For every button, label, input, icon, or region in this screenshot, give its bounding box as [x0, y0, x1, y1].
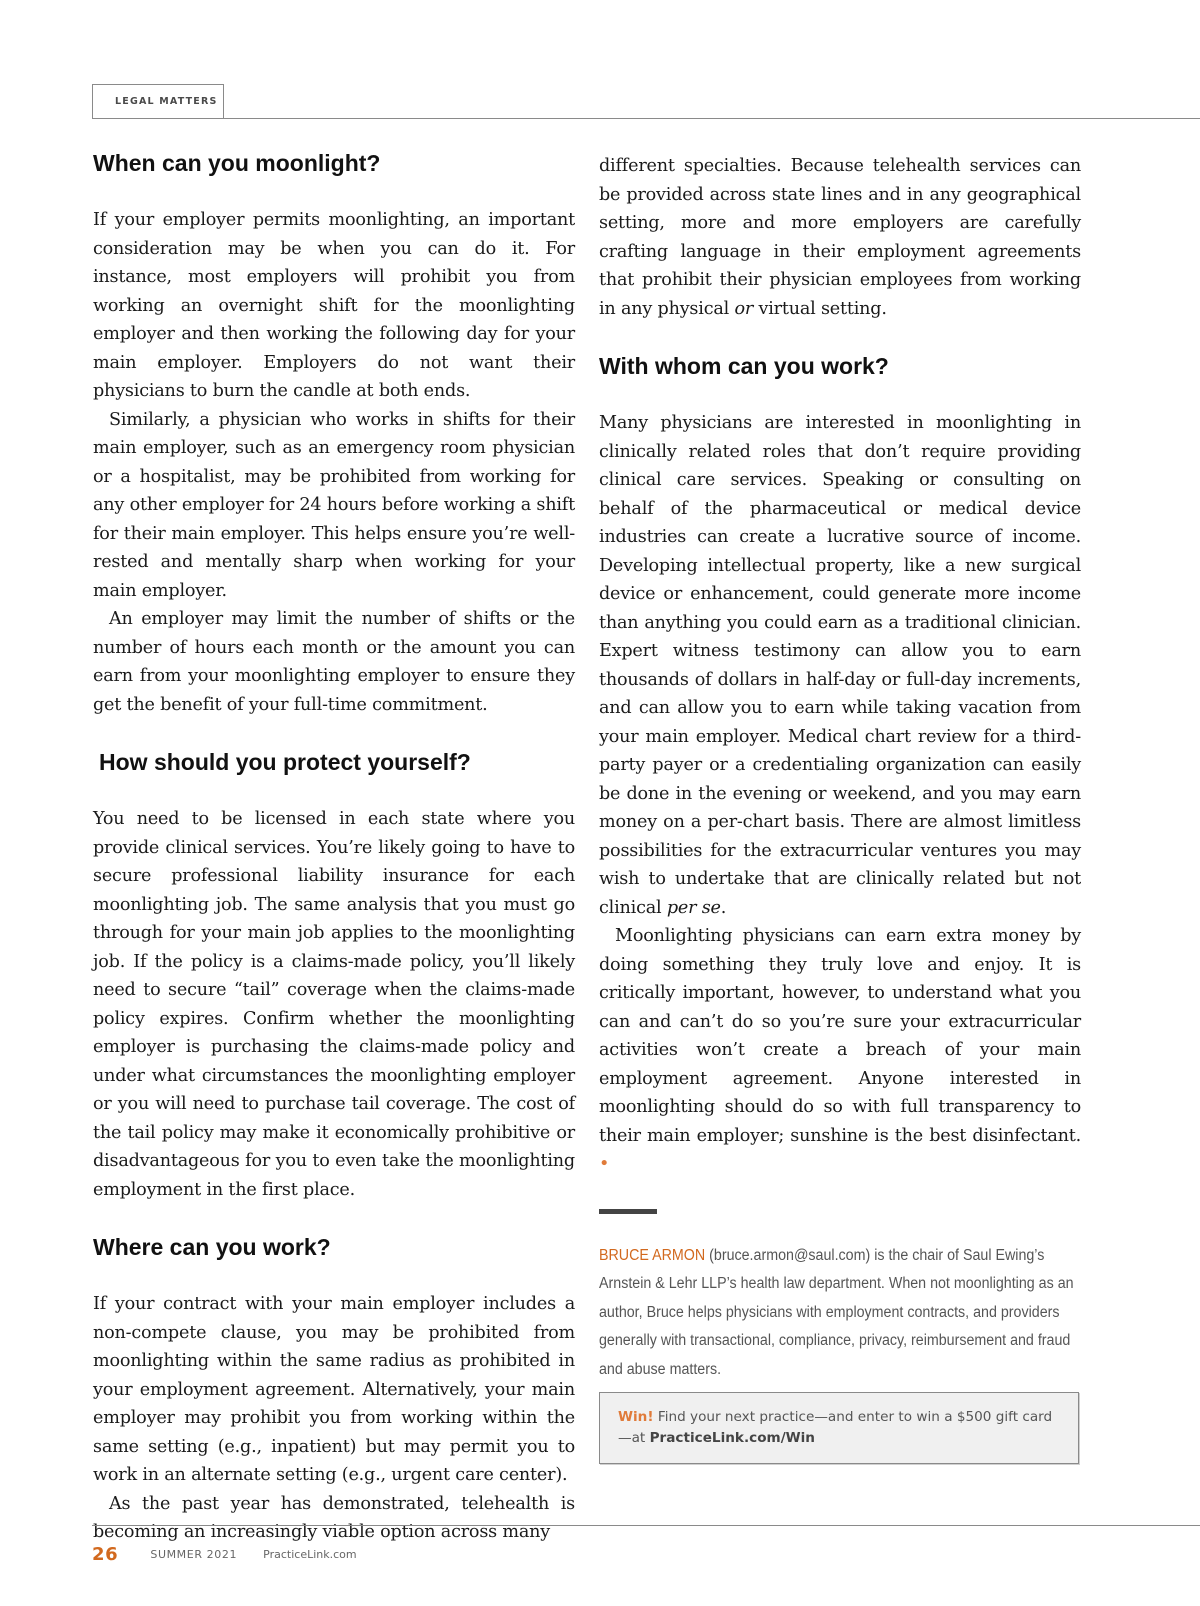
italic-text: or — [734, 298, 754, 319]
paragraph: If your employer permits moonlighting, an important consideration may be when you can do it. For instance, most employers will prohibit you from working an overnight shift for the moonlighting employer and then working the following day for your main employer. Employers do not want their physicians to burn the candle at both ends. — [93, 210, 575, 401]
paragraph: You need to be licensed in each state where you provide clinical services. You’re likely going to have to secure professional liability insurance for each moonlighting job. The same analysis that you must go through for your main job applies to the moonlighting job. If the policy is a claims-made policy, you’ll likely need to secure “tail” coverage when the claims-made policy expires. Confirm whether the moonlighting employer is purchasing the claims-made policy and under what circumstances the moonlighting employer or you will need to purchase tail coverage. The cost of the tail policy may make it economically prohibitive or disadvantageous for you to even take the moonlighting employment in the first place. — [93, 809, 575, 1200]
paragraph: If your contract with your main employer includes a non-compete clause, you may be prohibited from moonlighting within the same radius as prohibited in your employment agreement. Alternatively, your main employer may prohibit you from working within the same setting (e.g., inpatient) but may permit you to work in an alternate setting (e.g., urgent care center). — [93, 1294, 575, 1485]
promo-win-label: Win! — [618, 1409, 654, 1425]
bio-divider — [599, 1209, 657, 1214]
promo-box[interactable] — [599, 1392, 1079, 1464]
author-bio — [599, 1242, 1087, 1385]
paragraph: An employer may limit the number of shifts or the number of hours each month or the amount you can earn from your moonlighting employer to ensure they get the benefit of your full-time commitment. — [93, 609, 575, 715]
paragraph: Moonlighting physicians can earn extra money by doing something they truly love and enjoy. It is critically important, however, to understand what you can and can’t do so you’re sure your extracurricular activities won’t create a breach of your main employment agreement. Anyone interested in moonlighting should do so with full transparency to their main employer; sunshine is the best disinfectant. • — [599, 926, 1081, 1174]
paragraph: Similarly, a physician who works in shifts for their main employer, such as an emergency room physician or a hospitalist, may be prohibited from working for any other employer for 24 hours before working a shift for their main employer. This helps ensure you’re well-rested and mentally sharp when working for your main employer. — [93, 409, 575, 601]
paragraph: different specialties. Because telehealth services can be provided across state lines and in any geographical setting, more and more employers are carefully crafting language in their employment agreements that prohibit their physician employees from working in any physical or virtual setting. — [599, 156, 1081, 319]
page-number: 26 — [92, 1544, 119, 1565]
italic-text: per se — [666, 897, 721, 918]
header-rule — [92, 118, 1200, 119]
end-mark: • — [599, 1154, 610, 1174]
heading-whom-work: With whom can you work? — [599, 353, 889, 379]
footer-rule — [92, 1525, 1200, 1526]
issue-label: SUMMER 2021 — [150, 1548, 238, 1561]
author-name: BRUCE ARMON — [599, 1246, 706, 1264]
paragraph: As the past year has demonstrated, telehealth is becoming an increasingly viable option across many — [93, 1493, 575, 1542]
promo-link[interactable]: PracticeLink.com/Win — [649, 1430, 815, 1446]
heading-when-moonlight: When can you moonlight? — [93, 150, 381, 176]
paragraph: Many physicians are interested in moonlighting in clinically related roles that don’t require providing clinical care services. Speaking or consulting on behalf of the pharmaceutical or medical device industries can create a lucrative source of income. Developing intellectual property, like a new surgical device or enhancement, could generate more income than anything you could earn as a traditional clinician. Expert witness testimony can allow you to earn thousands of dollars in half-day or full-day increments, and can allow you to earn while taking vacation from your main employer. Medical chart review for a third-party payer or a credentialing organization can easily be done in the evening or weekend, and you may earn money on a per-chart basis. There are almost limitless possibilities for the extracurricular ventures you may wish to undertake that are clinically related but not clinical per se. — [599, 413, 1081, 918]
page-footer — [92, 1544, 357, 1565]
section-label: LEGAL MATTERS — [92, 84, 224, 118]
heading-protect-yourself: How should you protect yourself? — [99, 749, 471, 775]
promo-text: Find your next practice—and enter to win a $500 gift card—at — [618, 1409, 1053, 1446]
right-column — [599, 152, 1081, 1464]
site-link[interactable]: PracticeLink.com — [263, 1548, 357, 1561]
author-bio-text: (bruce.armon@saul.com) is the chair of Saul Ewing’s Arnstein & Lehr LLP’s health law department. When not moonlighting as an author, Bruce helps physicians with employment contracts, and providers generally with transactional, compliance, privacy, reimbursement and fraud and abuse matters. — [599, 1246, 1074, 1378]
heading-where-work: Where can you work? — [93, 1234, 331, 1260]
left-column — [93, 148, 575, 1547]
